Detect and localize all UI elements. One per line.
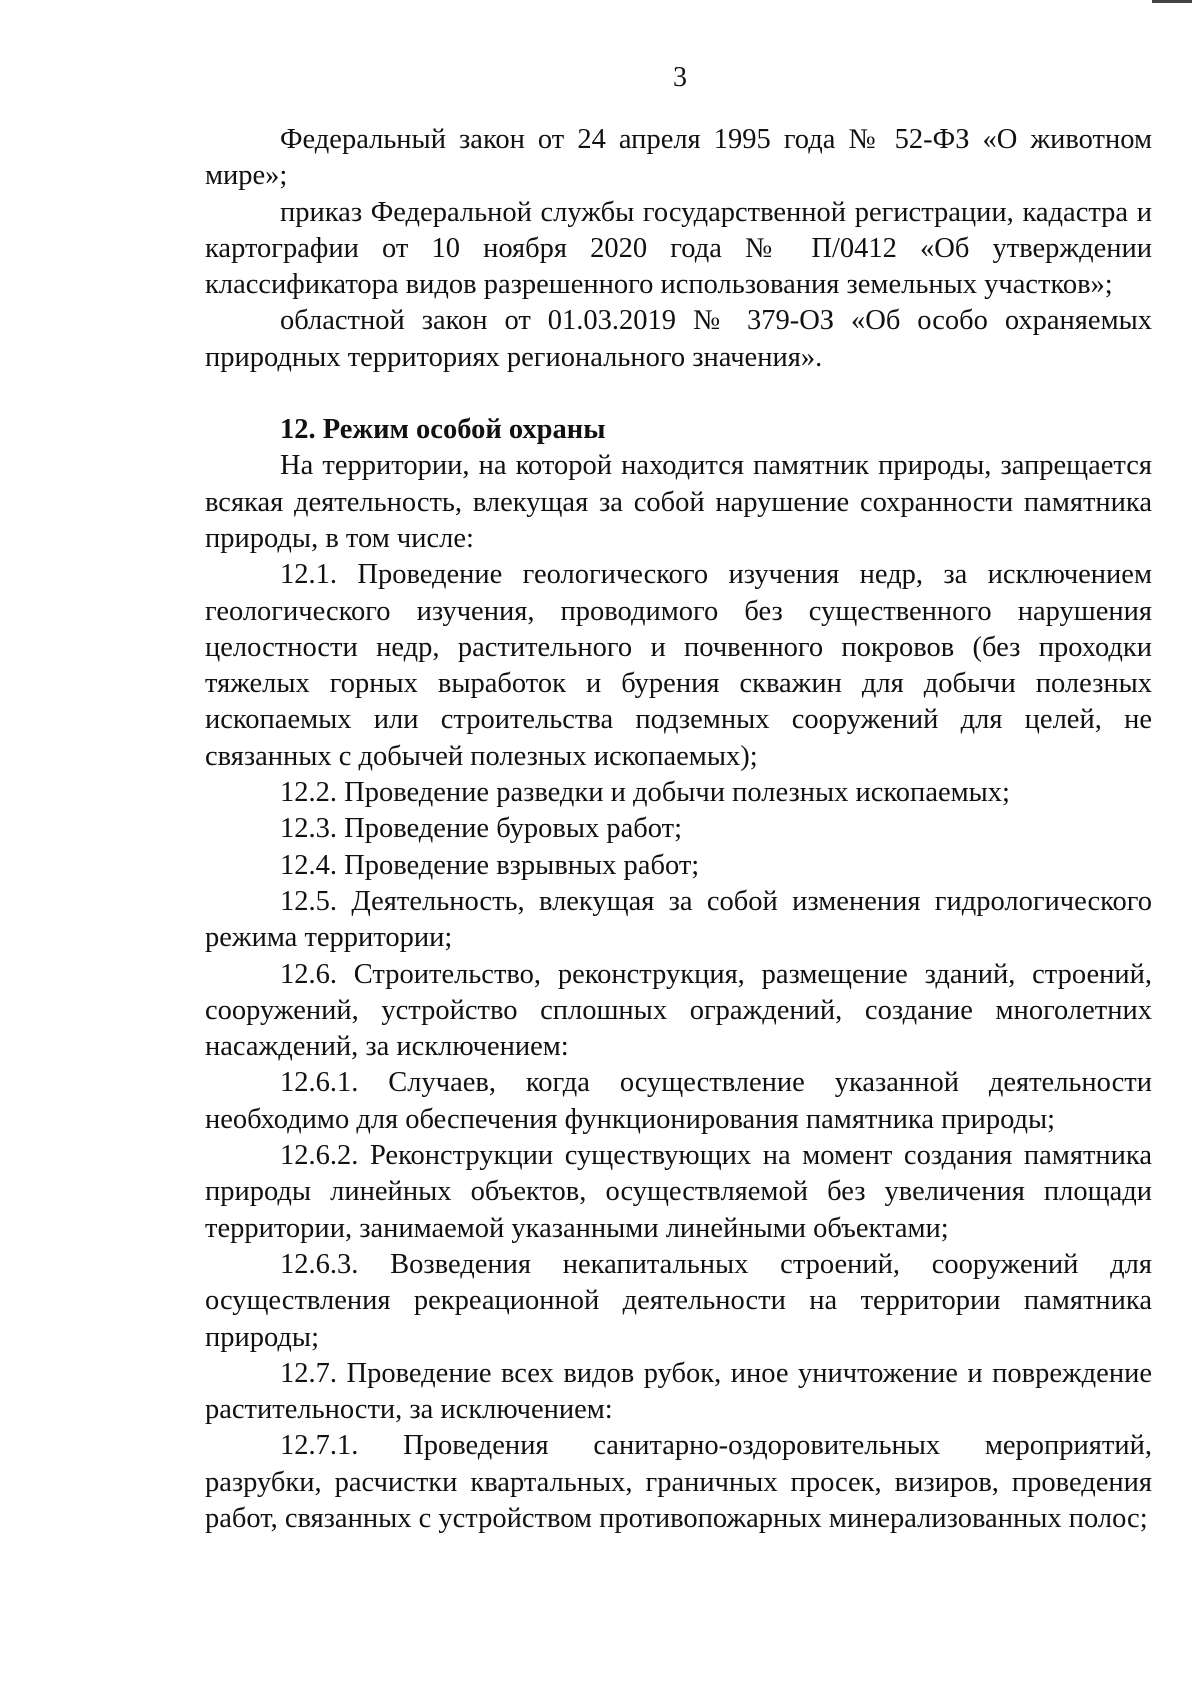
- legal-basis-item: областной закон от 01.03.2019 № 379-ОЗ «Об особо охраняемых природных территориях регионального значения».: [205, 305, 1152, 373]
- regulation-subitem: 12.6.2. Реконструкции существующих на момент создания памятника природы линейных объектов, осуществляемой без увеличения площади территории, занимаемой указанными линейными объектами;: [205, 1140, 1152, 1244]
- legal-basis-item: приказ Федеральной службы государственной регистрации, кадастра и картографии от 10 ноября 2020 года № П/0412 «Об утверждении классификатора видов разрешенного использования земельных участков»;: [205, 196, 1152, 301]
- regulation-item: 12.2. Проведение разведки и добычи полезных ископаемых;: [280, 777, 1010, 809]
- regulation-subitem: 12.6.3. Возведения некапитальных строений, сооружений для осуществления рекреационной деятельности на территории памятника природы;: [205, 1248, 1152, 1353]
- regulation-subitem: 12.7.1. Проведения санитарно-оздоровительных мероприятий, разрубки, расчистки квартальных, граничных просек, визиров, проведения работ, связанных с устройством противопожарных минерализованных полос;: [205, 1430, 1152, 1534]
- regulation-item: 12.1. Проведение геологического изучения недр, за исключением геологического изучения, проводимого без существенного нарушения целостности недр, растительного и почвенного покровов (без проходки тяжелых горных выработок и бурения скважин для добычи полезных ископаемых или строительства подземных сооружений для целей, не связанных с добычей полезных ископаемых);: [205, 559, 1152, 772]
- regulation-subitem: 12.6.1. Случаев, когда осуществление указанной деятельности необходимо для обеспечения функционирования памятника природы;: [205, 1067, 1152, 1135]
- section-intro: На территории, на которой находится памятник природы, запрещается всякая деятельность, влекущая за собой нарушение сохранности памятника природы, в том числе:: [205, 450, 1152, 554]
- section-heading: 12. Режим особой охраны: [280, 414, 606, 446]
- page-number: 3: [673, 62, 687, 93]
- regulation-item: 12.5. Деятельность, влекущая за собой изменения гидрологического режима территории;: [205, 885, 1152, 954]
- regulation-item: 12.3. Проведение буровых работ;: [280, 813, 682, 845]
- legal-basis-item: Федеральный закон от 24 апреля 1995 года № 52-ФЗ «О животном мире»;: [205, 124, 1152, 192]
- regulation-item: 12.4. Проведение взрывных работ;: [280, 849, 700, 881]
- document-body: [205, 122, 1152, 1537]
- regulation-item: 12.6. Строительство, реконструкция, размещение зданий, строений, сооружений, устройство сплошных ограждений, создание многолетних насаждений, за исключением:: [205, 958, 1152, 1063]
- regulation-item: 12.7. Проведение всех видов рубок, иное уничтожение и повреждение растительности, за исключением:: [205, 1357, 1152, 1426]
- scan-edge-mark: [1152, 0, 1192, 3]
